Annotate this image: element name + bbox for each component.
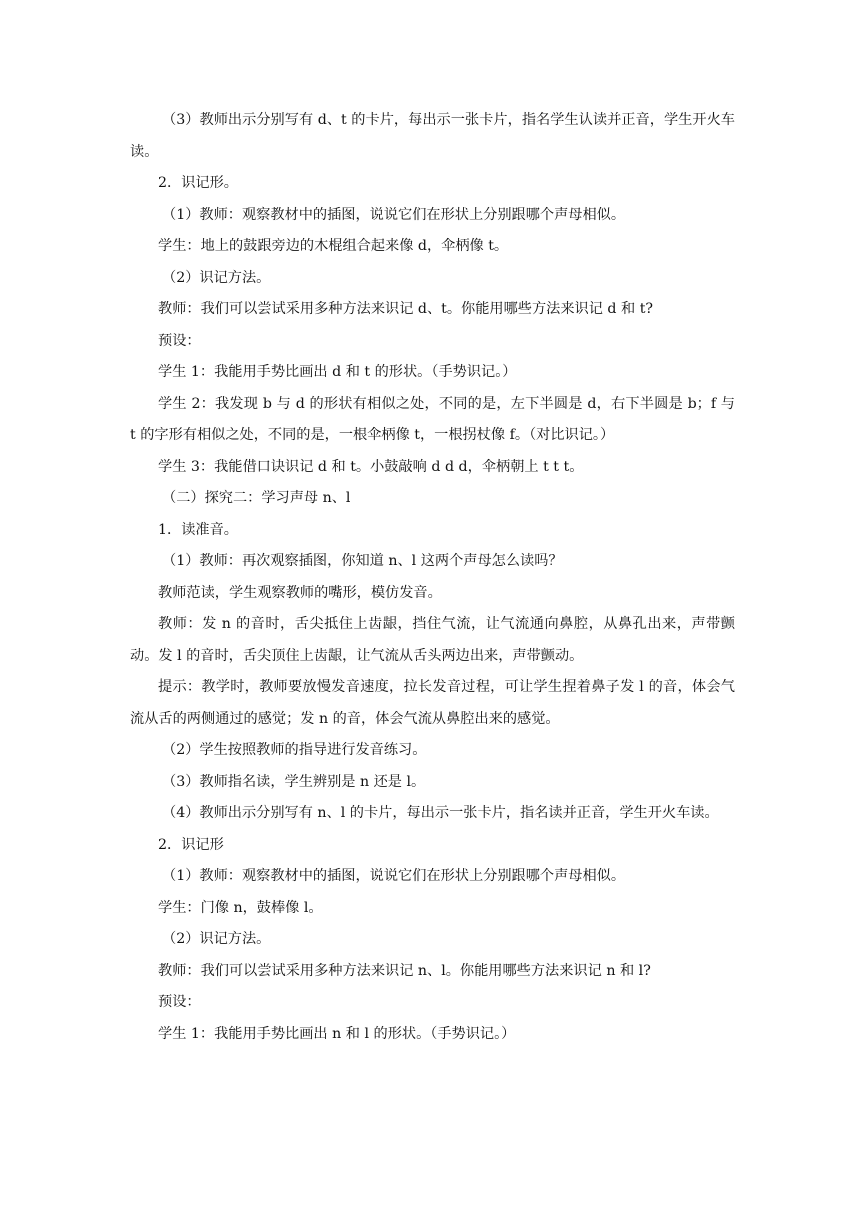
- paragraph: 预设：: [158, 994, 201, 1010]
- paragraph: （2）识记方法。: [162, 269, 271, 286]
- paragraph: 学生 3：我能借口诀识记 d 和 t。小鼓敲响 d d d，伞柄朝上 t t t。: [158, 458, 584, 475]
- section-heading: （二）探究二：学习声母 n、l: [162, 490, 351, 506]
- paragraph: 学生 1：我能用手势比画出 d 和 t 的形状。（手势识记。）: [158, 364, 517, 380]
- paragraph: 提示：教学时，教师要放慢发音速度，拉长发音过程，可让学生捏着鼻子发 l 的音，体会气流从舌的两侧通过的感觉；发 n 的音，体会气流从鼻腔出来的感觉。: [130, 679, 735, 727]
- paragraph: （1）教师：再次观察插图，你知道 n、l 这两个声母怎么读吗？: [162, 553, 563, 569]
- paragraph: （3）教师指名读，学生辨别是 n 还是 l。: [162, 773, 426, 790]
- paragraph: 学生 2：我发现 b 与 d 的形状有相似之处，不同的是，左下半圆是 d，右下半圆是 b；f 与 t 的字形有相似之处，不同的是，一根伞柄像 t，一根拐杖像 f。（对比识记。）: [130, 395, 735, 443]
- paragraph: 教师：我们可以尝试采用多种方法来识记 d、t。你能用哪些方法来识记 d 和 t?: [158, 301, 654, 317]
- paragraph: （1）教师：观察教材中的插图，说说它们在形状上分别跟哪个声母相似。: [162, 206, 626, 223]
- paragraph: 教师：我们可以尝试采用多种方法来识记 n、l。你能用哪些方法来识记 n 和 l?: [158, 962, 651, 979]
- paragraph: （2）识记方法。: [162, 931, 271, 947]
- document-body: [130, 105, 735, 1050]
- paragraph: （1）教师：观察教材中的插图，说说它们在形状上分别跟哪个声母相似。: [162, 868, 626, 884]
- paragraph: 2．识记形: [158, 836, 224, 853]
- paragraph: 教师范读，学生观察教师的嘴形，模仿发音。: [158, 584, 442, 601]
- paragraph: 学生 1：我能用手势比画出 n 和 l 的形状。（手势识记。）: [158, 1025, 516, 1042]
- paragraph: 教师：发 n 的音时，舌尖抵住上齿龈，挡住气流，让气流通向鼻腔，从鼻孔出来，声带颤动。发 l 的音时，舌尖顶住上齿龈，让气流从舌头两边出来，声带颤动。: [130, 616, 735, 664]
- paragraph: （4）教师出示分别写有 n、l 的卡片，每出示一张卡片，指名读并正音，学生开火车读。: [162, 805, 719, 821]
- paragraph: 学生：地上的鼓跟旁边的木棍组合起来像 d，伞柄像 t。: [158, 238, 509, 254]
- paragraph: （2）学生按照教师的指导进行发音练习。: [162, 742, 427, 758]
- paragraph: 学生：门像 n，鼓棒像 l。: [158, 899, 323, 916]
- paragraph: 预设：: [158, 332, 201, 349]
- paragraph: （3）教师出示分别写有 d、t 的卡片，每出示一张卡片，指名学生认读并正音，学生开火车读。: [130, 112, 735, 160]
- paragraph: 2．识记形。: [158, 175, 238, 191]
- paragraph: 1．读准音。: [158, 521, 238, 538]
